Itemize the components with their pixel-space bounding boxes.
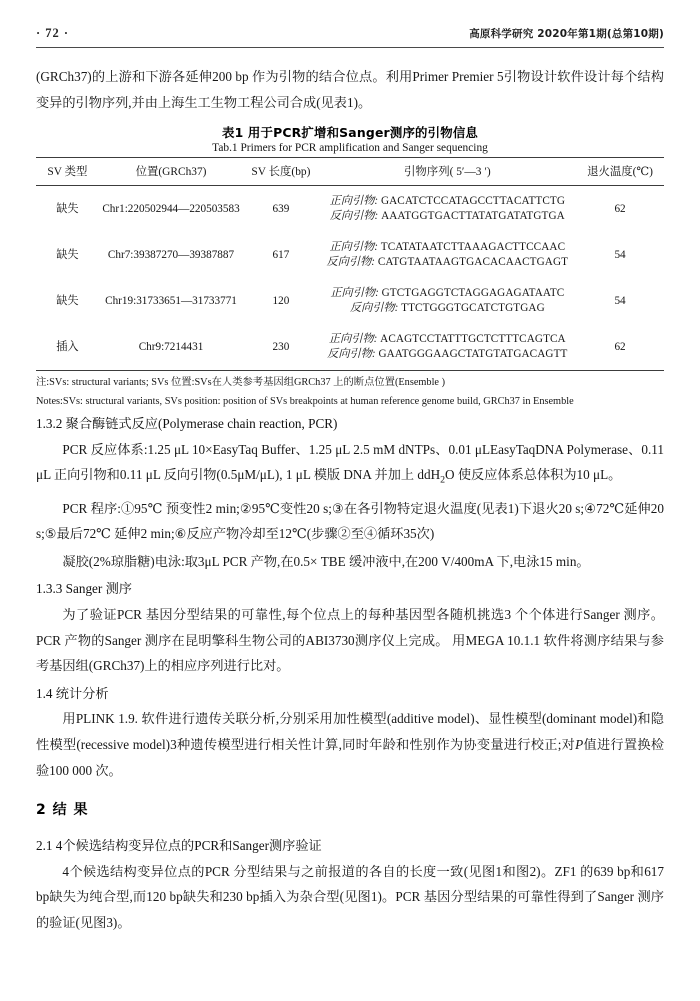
table-row [36,324,664,371]
pcr-mix-text-b: O 使反应体系总体积为10 μL。 [445,467,622,483]
cell-annealing-temp: 54 [614,248,626,261]
p-value-symbol: P [575,736,584,752]
reverse-primer-line [321,301,574,316]
table-note-en: Notes:SVs: structural variants, SVs position: position of SVs breakpoints at human reference genome build, GRCh37 in Ensemble [36,396,574,408]
stats-text-a: 用PLINK 1.9. 软件进行遗传关联分析,分别采用加性模型(additive model)、显性模型(dominant model)和隐性模型(recessive model)3种遗传模型进行相关性计算,同时年龄和性别作为协变量进行校正;对 [36,711,664,752]
column-header-annealing-temp: 退火温度(℃) [576,158,664,186]
forward-primer-label: 正向引物: [328,333,378,346]
cell-sv-length: 617 [272,248,290,261]
pcr-mix-text-a: PCR 反应体系:1.25 μL 10×EasyTaq Buffer、1.25 μL 2.5 mM dNTPs、0.01 μLEasyTaqDNA Polymerase、0.11 μL 正向引物和0.11 μL 反向引物(0.5μM/μL), 1 μL 模版 DNA 并加上 ddH [36,441,664,483]
reverse-primer-sequence: TTCTGGGTGCATCTGTGAG [401,302,545,315]
table-header [36,158,664,186]
table-note-cn: 注:SVs: structural variants; SVs 位置:SVs在人类参考基因组GRCh37 上的断点位置(Ensemble ) [36,377,446,389]
table-header-row [36,158,664,186]
reverse-primer-line [321,347,574,362]
column-header-primer-sequence: 引物序列( 5′—3 ′) [319,158,576,186]
reverse-primer-label: 反向引物: [349,302,399,315]
running-head [36,26,664,41]
table-row [36,186,664,233]
intro-paragraph: (GRCh37)的上游和下游各延伸200 bp 作为引物的结合位点。利用Primer Premier 5引物设计软件设计每个结构变异的引物序列,并由上海生工生物工程公司合成(见表1)。 [36,69,664,110]
forward-primer-label: 正向引物: [330,287,379,300]
section-heading-1-3-2: 1.3.2 聚合酶链式反应(Polymerase chain reaction, PCR) [36,416,338,432]
forward-primer-line [321,286,574,301]
cell-sv-type: 缺失 [56,248,79,261]
table-row [36,278,664,324]
cell-annealing-temp: 62 [614,202,626,215]
forward-primer-line [321,240,574,255]
cell-sv-type: 插入 [36,324,99,371]
section-1-3-2-paragraph-2: PCR 程序:①95℃ 预变性2 min;②95℃变性20 s;③在各引物特定退火温度(见表1)下退火20 s;④72℃延伸20 s;⑤最后72℃ 延伸2 min;⑥反应产物冷却至12℃(步骤②至④循环35次) [36,500,664,542]
section-heading-1-4: 1.4 统计分析 [36,685,109,701]
section-heading-2-1: 2.1 4个候选结构变异位点的PCR和Sanger测序验证 [36,838,322,854]
cell-sv-type: 缺失 [56,294,79,307]
water-subscript: 2 [440,475,446,487]
primers-table-block [36,123,664,409]
section-1-3-2-paragraph-3: 凝胶(2%琼脂糖)电泳:取3μL PCR 产物,在0.5× TBE 缓冲液中,在200 V/400mA 下,电泳15 min。 [62,553,590,569]
primers-table [36,157,664,371]
forward-primer-sequence: GTCTGAGGTCTAGGAGAGATAATC [381,287,565,300]
forward-primer-sequence: GACATCTCCATAGCCTTACATTCTG [380,195,565,208]
reverse-primer-label: 反向引物: [327,348,376,361]
column-header-position: 位置(GRCh37) [99,158,243,186]
cell-position: Chr19:31733651—31733771 [105,294,237,307]
reverse-primer-line [321,209,574,224]
forward-primer-line [321,332,574,347]
section-1-4-paragraph-1 [36,706,664,783]
table-title-cn: 表1 用于PCR扩增和Sanger测序的引物信息 [221,125,479,141]
reverse-primer-line [321,255,574,270]
forward-primer-sequence: ACAGTCCTATTTGCTCTTTCAGTCA [380,333,566,346]
table-row [36,232,664,278]
column-header-sv-length: SV 长度(bp) [243,158,318,186]
stats-text-b: 值进行置换检验100 000 次。 [36,736,665,778]
cell-primer-sequence [319,186,576,233]
cell-sv-type: 缺失 [56,202,79,215]
cell-sv-length: 120 [272,294,290,307]
reverse-primer-label: 反向引物: [329,210,379,223]
header-rule [36,47,664,48]
reverse-primer-sequence: CATGTAATAAGTGACACAACTGAGT [377,256,569,269]
cell-position: Chr9:7214431 [99,324,243,371]
table-body [36,186,664,371]
section-heading-1-3-3: 1.3.3 Sanger 测序 [36,581,132,597]
page-number: · 72 · [36,26,70,40]
cell-position: Chr7:39387270—39387887 [107,248,235,261]
cell-primer-sequence [319,324,576,371]
cell-annealing-temp: 62 [576,324,664,371]
forward-primer-label: 正向引物: [329,195,379,208]
forward-primer-label: 正向引物: [329,241,378,254]
section-heading-2-results: 2 结 果 [36,802,89,819]
column-header-sv-type: SV 类型 [36,158,99,186]
cell-sv-length: 230 [243,324,318,371]
cell-sv-length: 639 [272,202,290,215]
forward-primer-sequence: TCATATAATCTTAAAGACTTCCAAC [380,241,566,254]
journal-header: 高原科学研究 2020年第1期(总第10期) [469,28,664,40]
cell-primer-sequence [319,232,576,278]
section-1-3-3-paragraph-1: 为了验证PCR 基因分型结果的可靠性,每个位点上的每种基因型各随机挑选3 个个体进行Sanger 测序。PCR 产物的Sanger 测序在昆明擎科生物公司的ABI3730测序仪上完成。 用MEGA 10.1.1 软件将测序结果与参考基因组(GRCh37)上的相应序列进行比对。 [36,606,664,674]
reverse-primer-sequence: GAATGGGAAGCTATGTATGACAGTT [378,348,568,361]
table-title-en: Tab.1 Primers for PCR amplification and Sanger sequencing [212,142,488,155]
cell-position: Chr1:220502944—220503583 [102,202,240,215]
section-2-1-paragraph-1: 4个候选结构变异位点的PCR 分型结果与之前报道的各自的长度一致(见图1和图2)。ZF1 的639 bp和617 bp缺失为纯合型,而120 bp缺失和230 bp插入为杂合型(见图1)。PCR 基因分型结果的可靠性得到了Sanger 测序的验证(见图3)。 [36,863,664,930]
section-1-3-2-paragraph-1 [36,437,664,494]
reverse-primer-sequence: AAATGGTGACTTATATGATATGTGA [381,210,565,223]
cell-primer-sequence [319,278,576,324]
reverse-primer-label: 反向引物: [326,256,376,269]
forward-primer-line [321,194,574,209]
cell-annealing-temp: 54 [614,294,626,307]
